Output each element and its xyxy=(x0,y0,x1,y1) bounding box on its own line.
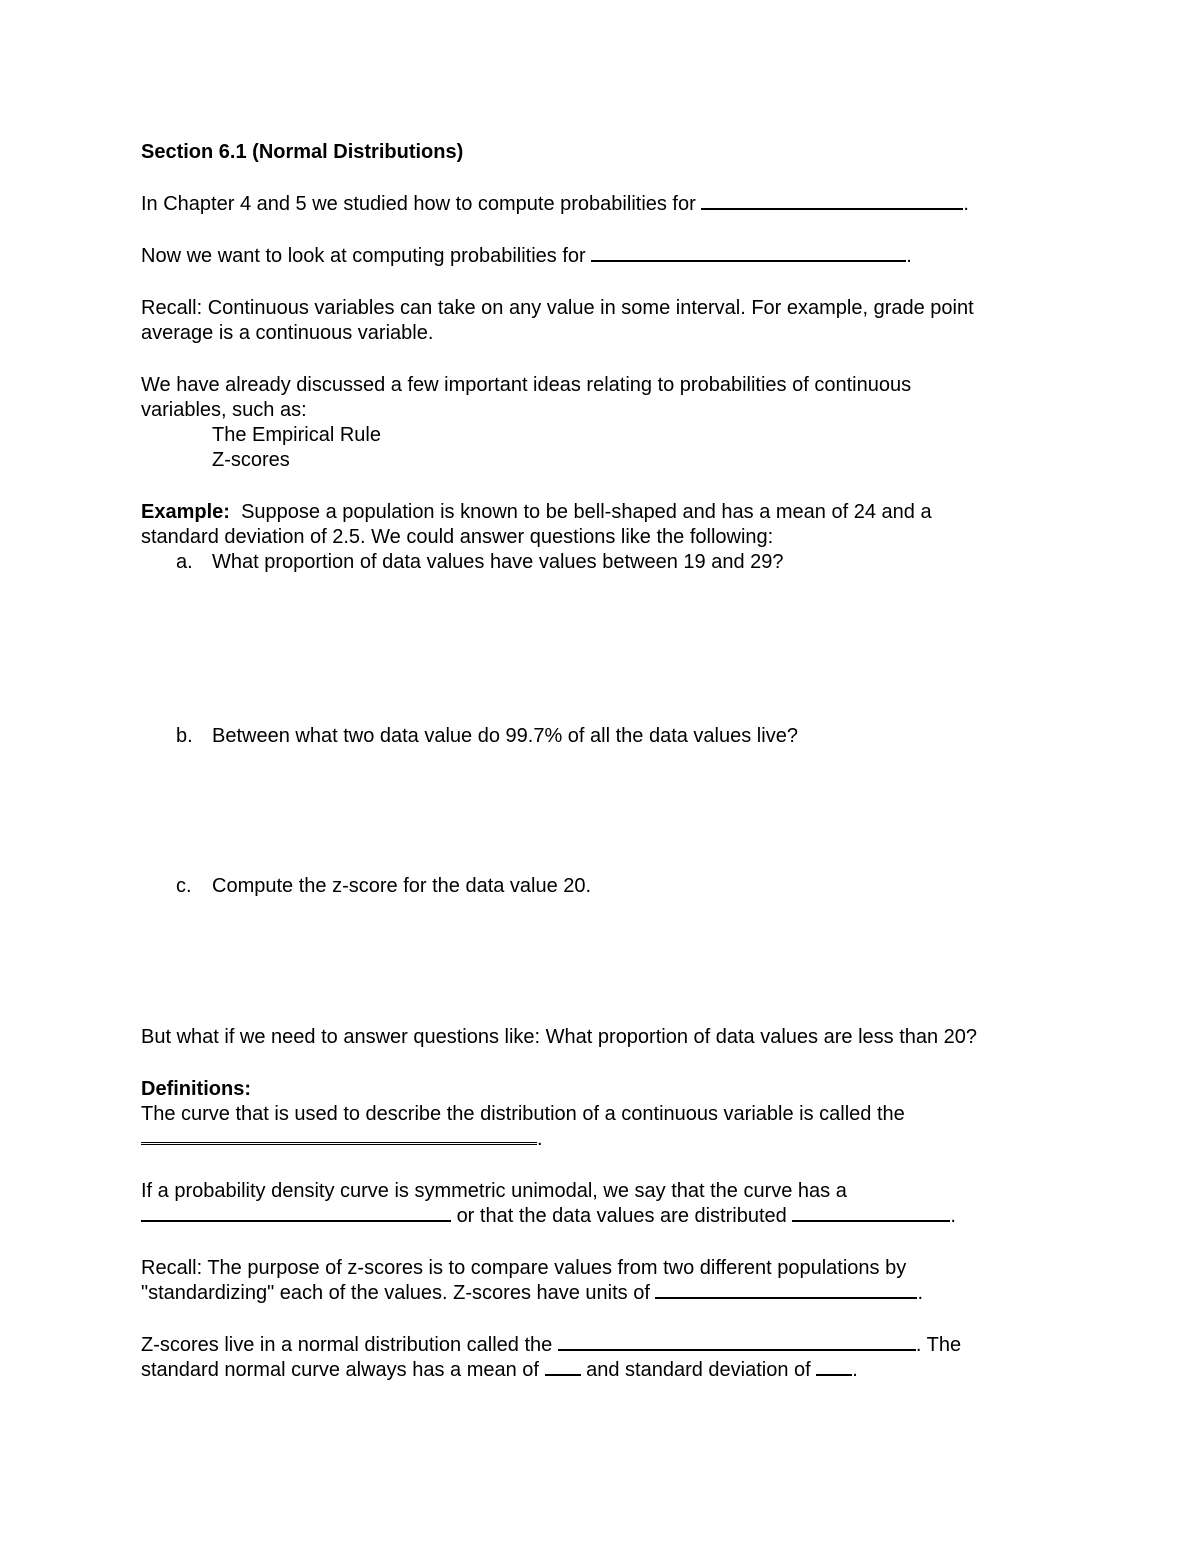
question-marker: c. xyxy=(176,875,192,897)
fill-in-blank[interactable] xyxy=(701,192,963,210)
definitions-block xyxy=(141,1077,1061,1383)
question-marker: a. xyxy=(176,551,193,573)
example-block xyxy=(141,500,1061,899)
text: "standardizing" each of the values. Z-scores have units of xyxy=(141,1282,650,1304)
list-item: The Empirical Rule xyxy=(212,424,381,446)
text-line xyxy=(141,1127,1061,1152)
fill-in-blank[interactable] xyxy=(545,1358,581,1376)
fill-in-blank[interactable] xyxy=(141,1204,451,1222)
fill-in-blank[interactable] xyxy=(591,244,906,262)
paragraph-chapter-4-5 xyxy=(141,192,1061,217)
text: Now we want to look at computing probabilities for xyxy=(141,245,586,267)
paragraph-symmetric xyxy=(141,1179,1061,1229)
text: . xyxy=(537,1128,543,1150)
text: . xyxy=(852,1359,858,1381)
question-a xyxy=(141,550,1061,575)
text: Suppose a population is known to be bell-shaped and has a mean of 24 and a xyxy=(241,501,932,523)
text-line xyxy=(141,1358,1061,1383)
text: and standard deviation of xyxy=(586,1359,811,1381)
text-line: average is a continuous variable. xyxy=(141,322,434,344)
fill-in-blank[interactable] xyxy=(655,1281,917,1299)
question-b xyxy=(141,724,1061,749)
text: Z-scores live in a normal distribution called the xyxy=(141,1334,553,1356)
text: standard normal curve always has a mean of xyxy=(141,1359,539,1381)
text-line xyxy=(141,1333,1061,1358)
question-marker: b. xyxy=(176,725,193,747)
paragraph-important-ideas xyxy=(141,373,1061,473)
text-line xyxy=(141,1204,1061,1229)
text-line: If a probability density curve is symmetric unimodal, we say that the curve has a xyxy=(141,1180,847,1202)
text-line: We have already discussed a few important ideas relating to probabilities of continuous xyxy=(141,374,912,396)
question-text: Between what two data value do 99.7% of all the data values live? xyxy=(212,725,798,747)
text: . xyxy=(963,193,969,215)
question-text: Compute the z-score for the data value 20. xyxy=(212,875,592,897)
section-title: Section 6.1 (Normal Distributions) xyxy=(141,141,464,163)
text: . xyxy=(906,245,912,267)
text-line xyxy=(141,1281,1061,1306)
definitions-heading: Definitions: xyxy=(141,1078,251,1100)
text-line: standard deviation of 2.5. We could answer questions like the following: xyxy=(141,526,774,548)
paragraph-but-what-if: But what if we need to answer questions like: What proportion of data values are less than 20? xyxy=(141,1026,978,1048)
paragraph-recall-z-scores xyxy=(141,1256,1061,1306)
text-line: The curve that is used to describe the distribution of a continuous variable is called the xyxy=(141,1103,905,1125)
text: . xyxy=(917,1282,924,1304)
fill-in-blank[interactable] xyxy=(141,1128,537,1145)
text: . The xyxy=(915,1334,962,1356)
fill-in-blank[interactable] xyxy=(816,1358,852,1376)
worksheet-page xyxy=(141,140,1061,1383)
paragraph-now-we-want xyxy=(141,244,1061,269)
paragraph-recall-continuous xyxy=(141,296,1061,346)
text-line xyxy=(141,500,1061,525)
text: or that the data values are distributed xyxy=(456,1205,787,1227)
text-line: variables, such as: xyxy=(141,399,307,421)
fill-in-blank[interactable] xyxy=(792,1204,950,1222)
text: . xyxy=(950,1205,956,1227)
text-line: Recall: The purpose of z-scores is to compare values from two different populations by xyxy=(141,1257,907,1279)
text: In Chapter 4 and 5 we studied how to compute probabilities for xyxy=(141,193,696,215)
text-line: Recall: Continuous variables can take on any value in some interval. For example, grade point xyxy=(141,297,974,319)
list-item: Z-scores xyxy=(212,449,290,471)
question-text: What proportion of data values have values between 19 and 29? xyxy=(212,551,784,573)
fill-in-blank[interactable] xyxy=(558,1333,916,1351)
question-c xyxy=(141,874,1061,899)
example-label: Example: xyxy=(141,501,230,523)
paragraph-standard-normal xyxy=(141,1333,1061,1383)
